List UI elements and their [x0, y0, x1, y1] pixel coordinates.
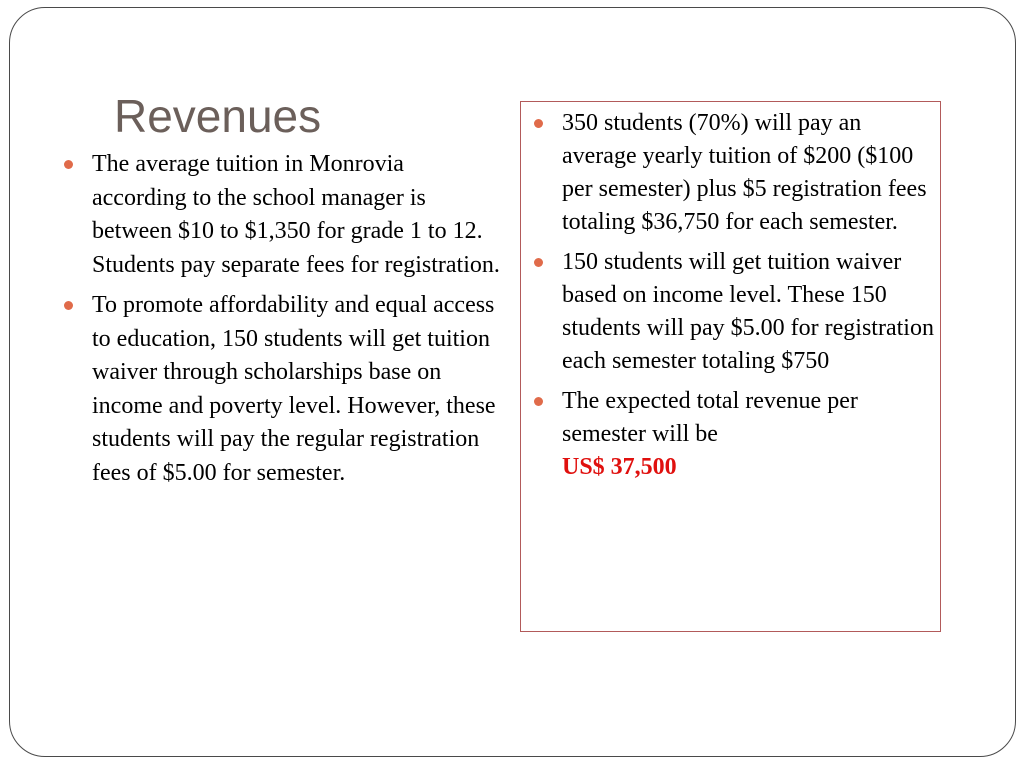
bullet-dot-icon [534, 119, 543, 128]
bullet-dot-icon [534, 397, 543, 406]
bullet-text: 350 students (70%) will pay an average yearly tuition of $200 ($100 per semester) plus $5 registration fees totaling $36,750 for each semester. [562, 110, 927, 235]
list-item [533, 385, 938, 484]
bullet-text: The average tuition in Monrovia according to the school manager is between $10 to $1,350 for grade 1 to 12. Students pay separate fees for registration. [92, 151, 500, 278]
revenue-summary-box [520, 101, 941, 632]
bullet-text: 150 students will get tuition waiver based on income level. These 150 students will pay $5.00 for registration each semester totaling $750 [562, 249, 934, 374]
list-item [533, 107, 938, 239]
list-item [63, 289, 503, 490]
list-item [63, 148, 503, 282]
bullet-dot-icon [64, 301, 73, 310]
total-revenue-value: US$ 37,500 [562, 454, 677, 480]
right-bullet-list [533, 107, 938, 491]
list-item [533, 246, 938, 378]
left-bullet-list [63, 148, 503, 497]
bullet-text: To promote affordability and equal access to education, 150 students will get tuition waiver through scholarships base on income and poverty level. However, these students will pay the regular registration fees of $5.00 for semester. [92, 292, 496, 486]
slide-title: Revenues [114, 90, 322, 142]
bullet-dot-icon [534, 258, 543, 267]
bullet-text: The expected total revenue per semester will be [562, 388, 858, 447]
bullet-dot-icon [64, 160, 73, 169]
